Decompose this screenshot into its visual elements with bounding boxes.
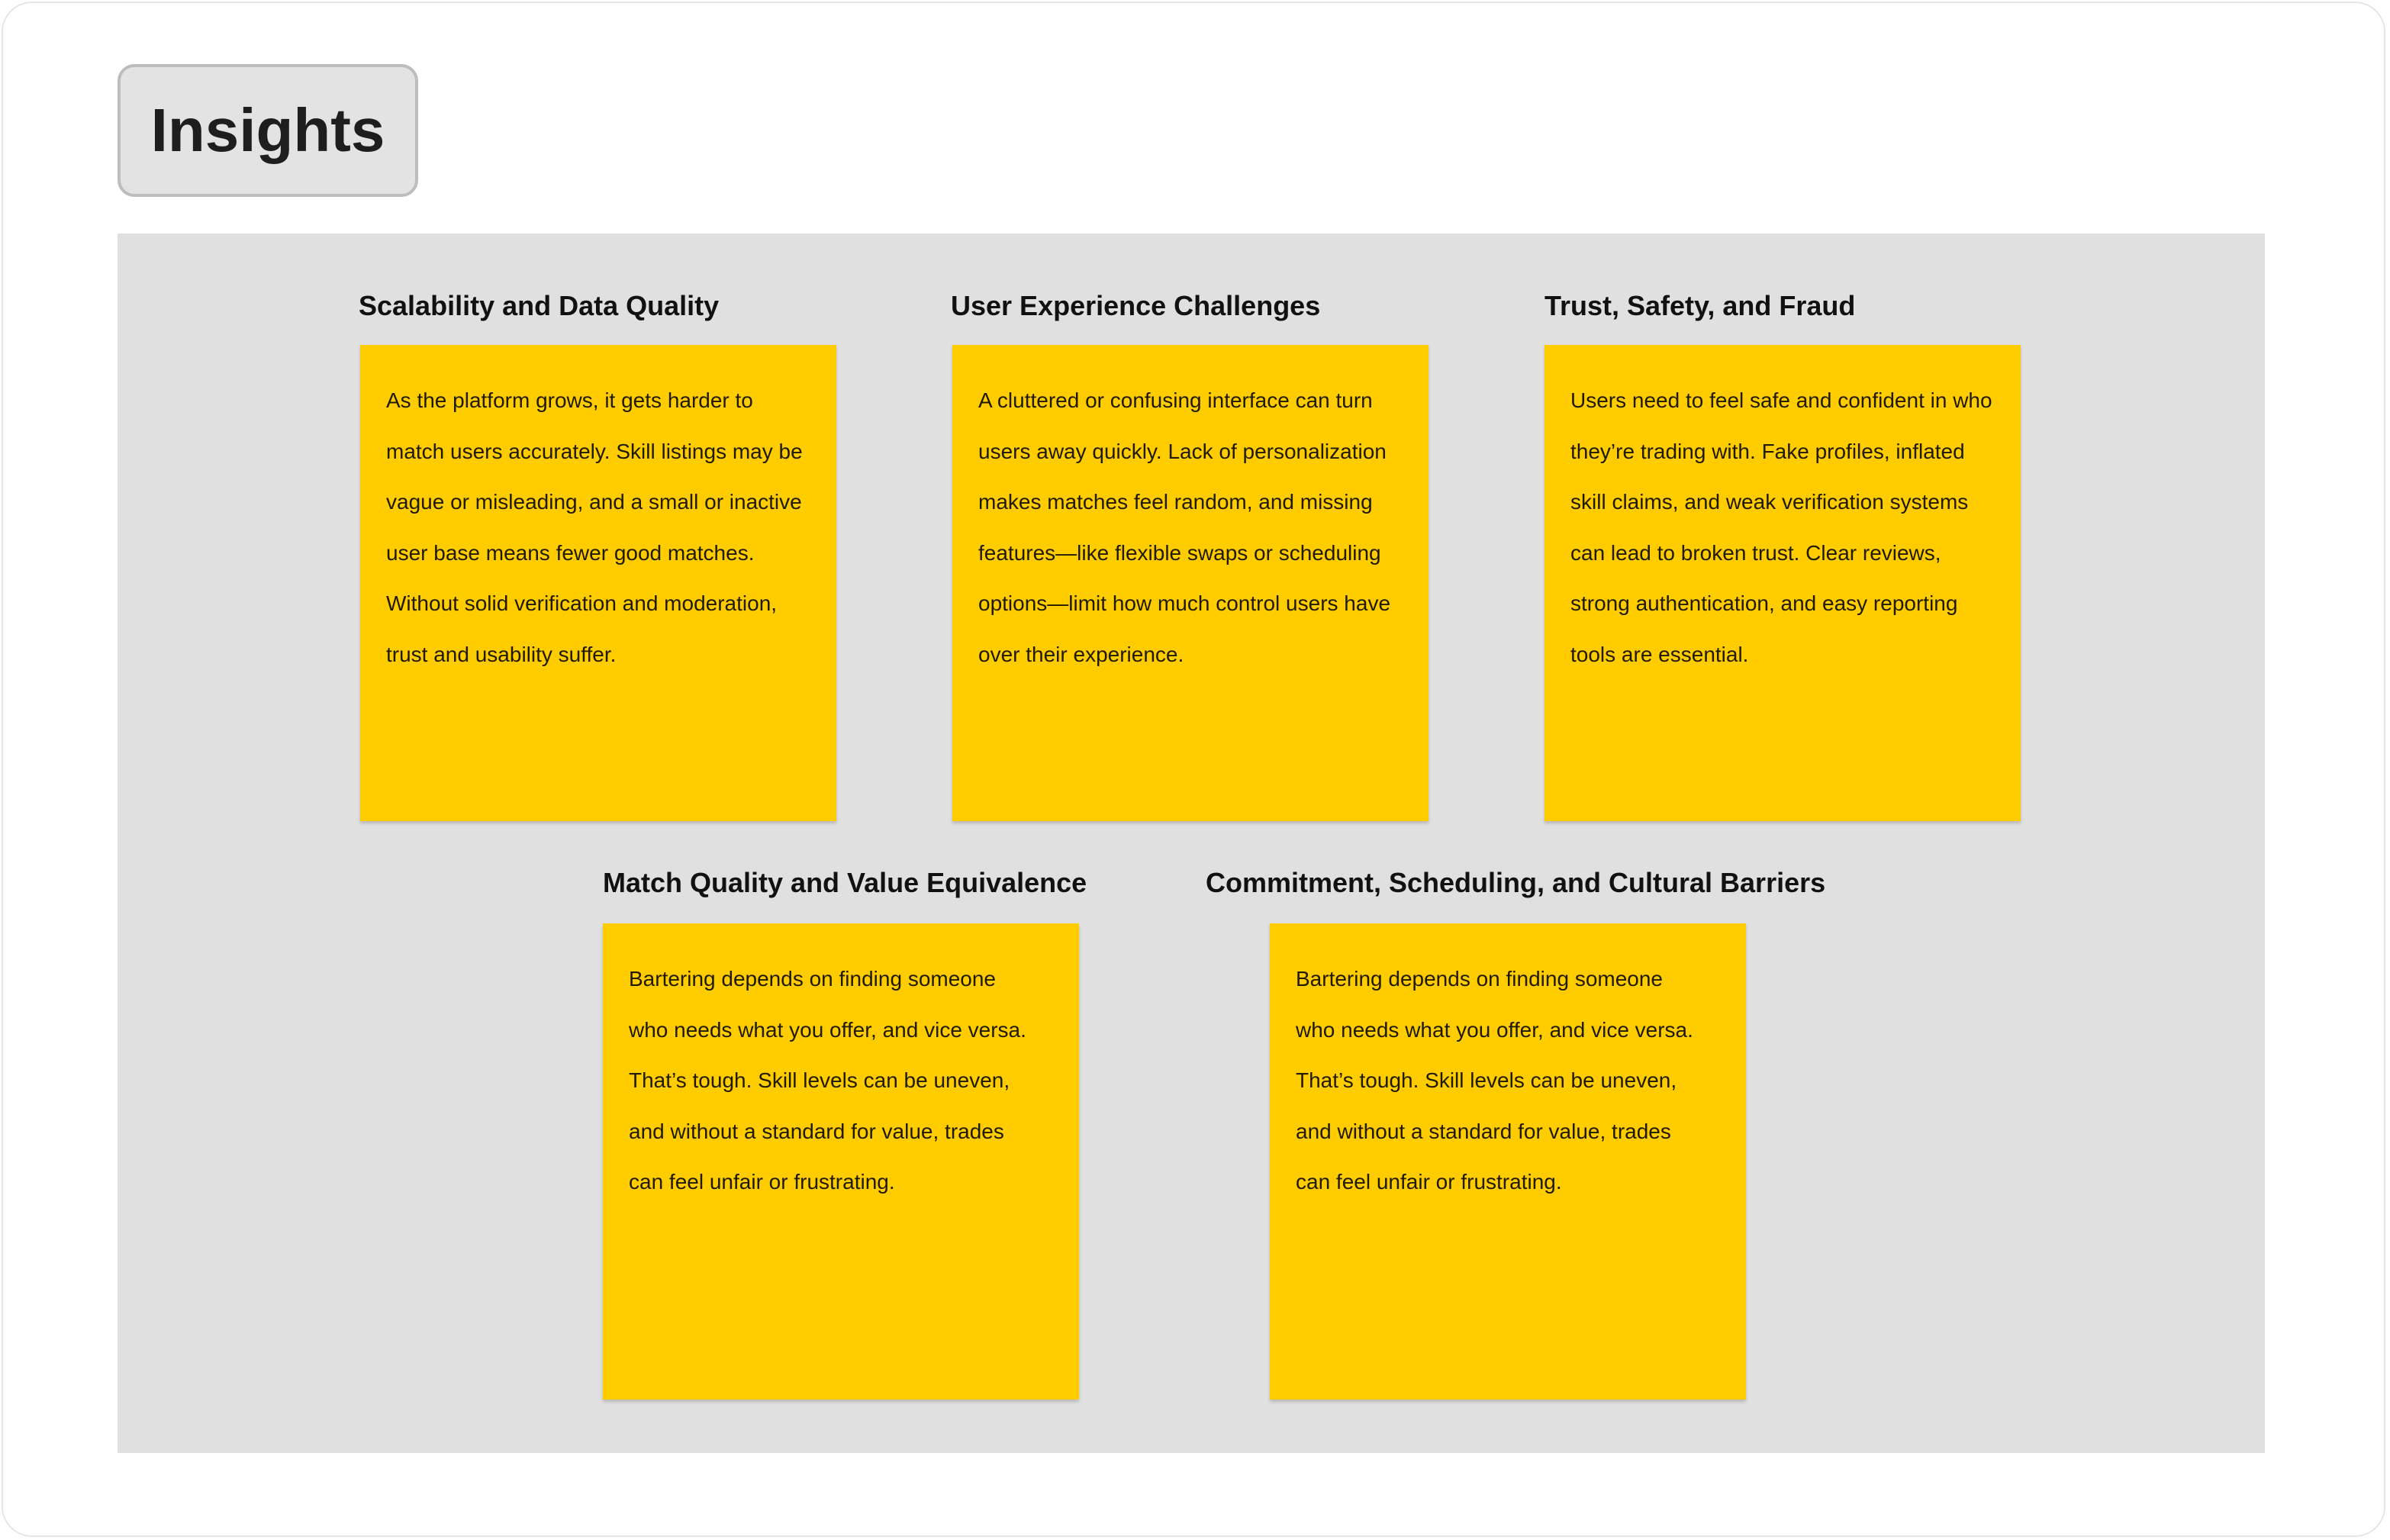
insights-title-chip[interactable]: [118, 64, 418, 197]
sticky-note-trust-safety[interactable]: [1544, 345, 2021, 821]
note-body: A cluttered or confusing interface can turn users away quickly. Lack of personalization makes matches feel random, and missing features—like flexible swaps or scheduling options—limit how much control users have over their experience.: [978, 388, 1391, 666]
note-heading-commitment: Commitment, Scheduling, and Cultural Barriers: [1206, 867, 1826, 898]
sticky-note-commitment[interactable]: [1270, 923, 1746, 1400]
note-body: Users need to feel safe and confident in who they’re trading with. Fake profiles, inflated skill claims, and weak verification systems can lead to broken trust. Clear reviews, strong authentication, and easy reporting tools are essential.: [1570, 388, 1992, 666]
note-heading-scalability: Scalability and Data Quality: [359, 290, 720, 321]
note-body: As the platform grows, it gets harder to match users accurately. Skill listings may be vague or misleading, and a small or inactive user base means fewer good matches. Without solid verification and moderation, trust and usability suffer.: [386, 388, 803, 666]
note-body: Bartering depends on finding someone who needs what you offer, and vice versa. That’s tough. Skill levels can be uneven, and without a standard for value, trades can feel unfair or frustrating.: [629, 967, 1026, 1194]
page-title: Insights: [150, 96, 385, 164]
sticky-note-user-experience[interactable]: [952, 345, 1429, 821]
note-body: Bartering depends on finding someone who needs what you offer, and vice versa. That’s tough. Skill levels can be uneven, and without a standard for value, trades can feel unfair or frustrating.: [1296, 967, 1693, 1194]
note-heading-user-experience: User Experience Challenges: [951, 290, 1321, 321]
canvas-frame: [2, 2, 2385, 1537]
sticky-note-scalability[interactable]: [360, 345, 836, 821]
note-heading-trust-safety: Trust, Safety, and Fraud: [1544, 290, 1856, 321]
note-heading-match-quality: Match Quality and Value Equivalence: [603, 867, 1087, 898]
sticky-note-match-quality[interactable]: [603, 923, 1079, 1400]
